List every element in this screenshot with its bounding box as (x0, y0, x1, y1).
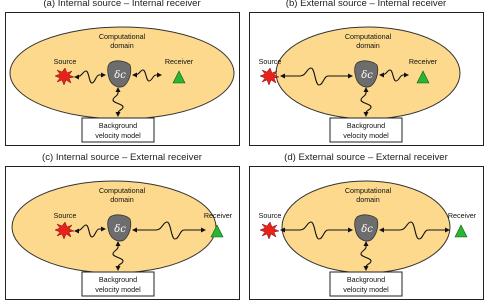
scatterer-label: δc (361, 224, 373, 235)
background-label-line2: velocity model (95, 285, 141, 294)
domain-label-line1: Computational (98, 186, 146, 195)
domain-label-line2: domain (110, 41, 134, 50)
panel-a-diagram (6, 13, 241, 147)
scatterer-label: δc (114, 70, 126, 81)
source-label: Source (53, 211, 77, 220)
panel-c-diagram (6, 167, 241, 301)
panel-b (249, 12, 484, 146)
receiver-label: Receiver (408, 57, 438, 66)
panel-c-title: (c) Internal source – External receiver (42, 152, 202, 163)
background-label-line2: velocity model (343, 131, 389, 140)
background-label-line2: velocity model (343, 285, 389, 294)
domain-label-line1: Computational (344, 32, 392, 41)
domain-label-line2: domain (356, 41, 380, 50)
background-label-line1: Background (346, 275, 386, 284)
receiver-icon (455, 225, 467, 237)
panel-c (5, 166, 240, 300)
panel-a-title: (a) Internal source – Internal receiver (43, 0, 201, 9)
panel-b-title: (b) External source – Internal receiver (285, 0, 447, 9)
background-label-line1: Background (346, 121, 386, 130)
source-icon (260, 222, 279, 239)
domain-label-line1: Computational (344, 186, 392, 195)
receiver-label: Receiver (447, 211, 477, 220)
source-label: Source (258, 211, 282, 220)
source-label: Source (53, 57, 77, 66)
domain-label-line2: domain (110, 195, 134, 204)
domain-label-line1: Computational (98, 32, 146, 41)
panel-d-title: (d) External source – External receiver (284, 152, 448, 163)
receiver-label: Receiver (203, 211, 233, 220)
panel-d (249, 166, 484, 300)
scatterer-label: δc (114, 224, 126, 235)
domain-label-line2: domain (356, 195, 380, 204)
panel-a (5, 12, 240, 146)
scatterer-label: δc (361, 70, 373, 81)
receiver-label: Receiver (164, 57, 194, 66)
background-label-line1: Background (98, 121, 138, 130)
panel-d-diagram (250, 167, 485, 301)
source-label: Source (258, 57, 282, 66)
background-label-line2: velocity model (95, 131, 141, 140)
panel-b-diagram (250, 13, 485, 147)
background-label-line1: Background (98, 275, 138, 284)
